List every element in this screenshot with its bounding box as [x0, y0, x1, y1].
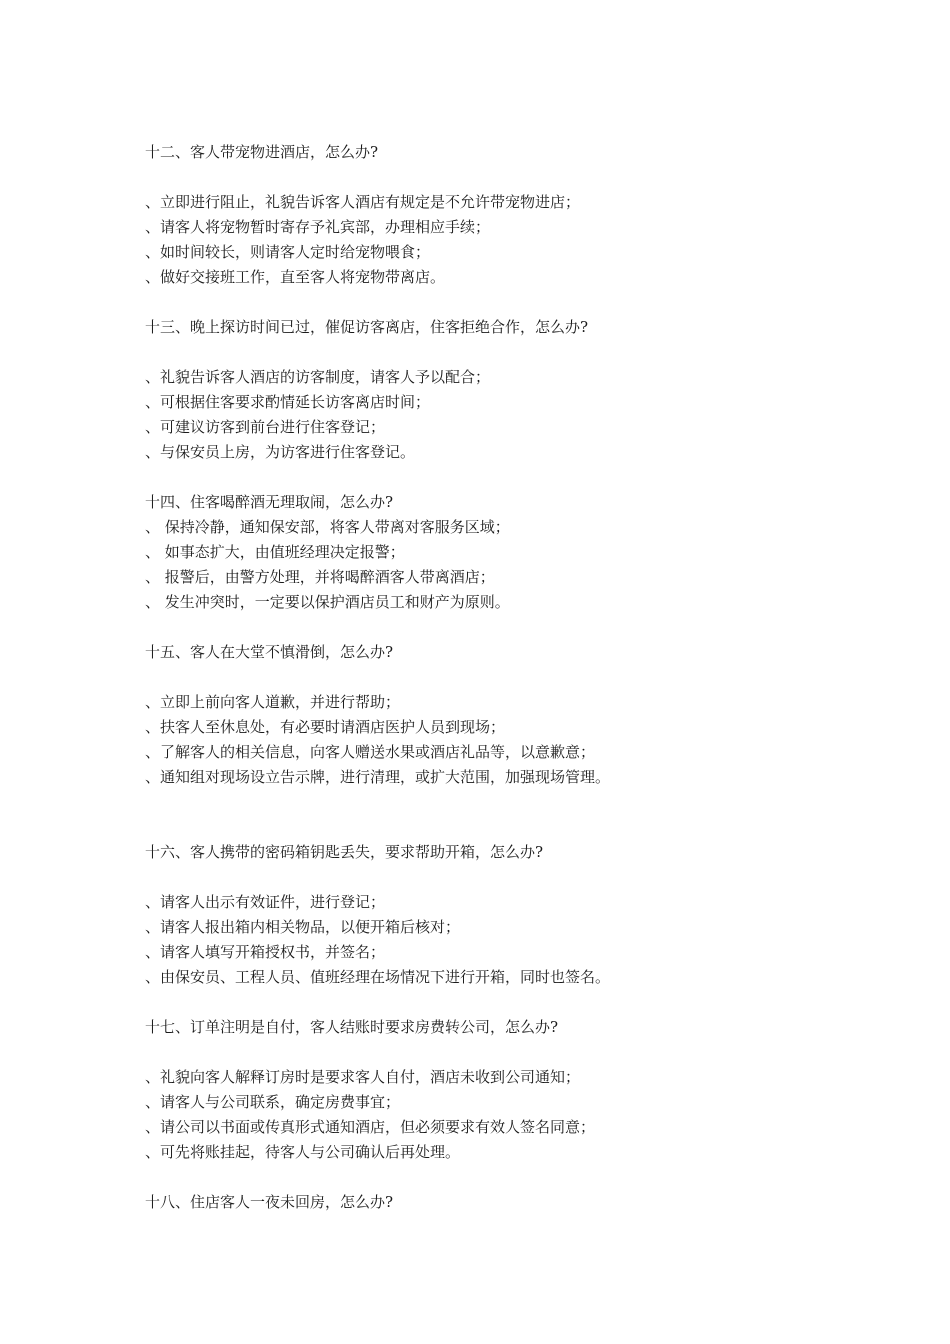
list-item: 、请客人将宠物暂时寄存予礼宾部，办理相应手续；: [145, 218, 491, 236]
list-item: 、请公司以书面或传真形式通知酒店，但必须要求有效人签名同意；: [145, 1118, 596, 1136]
list-item: 、立即上前向客人道歉，并进行帮助；: [145, 693, 401, 711]
list-item: 、 报警后，由警方处理，并将喝醉酒客人带离酒店；: [145, 568, 495, 586]
list-item: 、 发生冲突时，一定要以保护酒店员工和财产为原则。: [145, 593, 510, 611]
section-heading: 十六、客人携带的密码箱钥匙丢失，要求帮助开箱，怎么办?: [145, 843, 544, 861]
section-heading: 十五、客人在大堂不慎滑倒，怎么办?: [145, 643, 394, 661]
section-heading: 十八、住店客人一夜未回房，怎么办?: [145, 1193, 394, 1211]
list-item: 、礼貌向客人解释订房时是要求客人自付，酒店未收到公司通知；: [145, 1068, 581, 1086]
list-item: 、请客人填写开箱授权书，并签名；: [145, 943, 386, 961]
list-item: 、请客人出示有效证件，进行登记；: [145, 893, 386, 911]
list-item: 、由保安员、工程人员、值班经理在场情况下进行开箱，同时也签名。: [145, 968, 611, 986]
list-item: 、与保安员上房，为访客进行住客登记。: [145, 443, 416, 461]
list-item: 、礼貌告诉客人酒店的访客制度，请客人予以配合；: [145, 368, 491, 386]
list-item: 、扶客人至休息处，有必要时请酒店医护人员到现场；: [145, 718, 506, 736]
section-heading: 十二、客人带宠物进酒店，怎么办?: [145, 143, 379, 161]
section-heading: 十三、晚上探访时间已过，催促访客离店，住客拒绝合作，怎么办?: [145, 318, 589, 336]
section-heading: 十七、订单注明是自付，客人结账时要求房费转公司，怎么办?: [145, 1018, 559, 1036]
list-item: 、 如事态扩大，由值班经理决定报警；: [145, 543, 405, 561]
section-heading: 十四、住客喝醉酒无理取闹，怎么办?: [145, 493, 394, 511]
list-item: 、通知组对现场设立告示牌，进行清理，或扩大范围，加强现场管理。: [145, 768, 611, 786]
list-item: 、请客人报出箱内相关物品，以便开箱后核对；: [145, 918, 461, 936]
list-item: 、了解客人的相关信息，向客人赠送水果或酒店礼品等，以意歉意；: [145, 743, 596, 761]
document-body: [145, 140, 905, 1215]
list-item: 、可先将账挂起，待客人与公司确认后再处理。: [145, 1143, 461, 1161]
list-item: 、做好交接班工作，直至客人将宠物带离店。: [145, 268, 446, 286]
list-item: 、请客人与公司联系，确定房费事宜；: [145, 1093, 401, 1111]
list-item: 、立即进行阻止，礼貌告诉客人酒店有规定是不允许带宠物进店；: [145, 193, 581, 211]
list-item: 、如时间较长，则请客人定时给宠物喂食；: [145, 243, 431, 261]
list-item: 、可根据住客要求酌情延长访客离店时间；: [145, 393, 431, 411]
list-item: 、 保持冷静，通知保安部，将客人带离对客服务区域；: [145, 518, 510, 536]
list-item: 、可建议访客到前台进行住客登记；: [145, 418, 386, 436]
